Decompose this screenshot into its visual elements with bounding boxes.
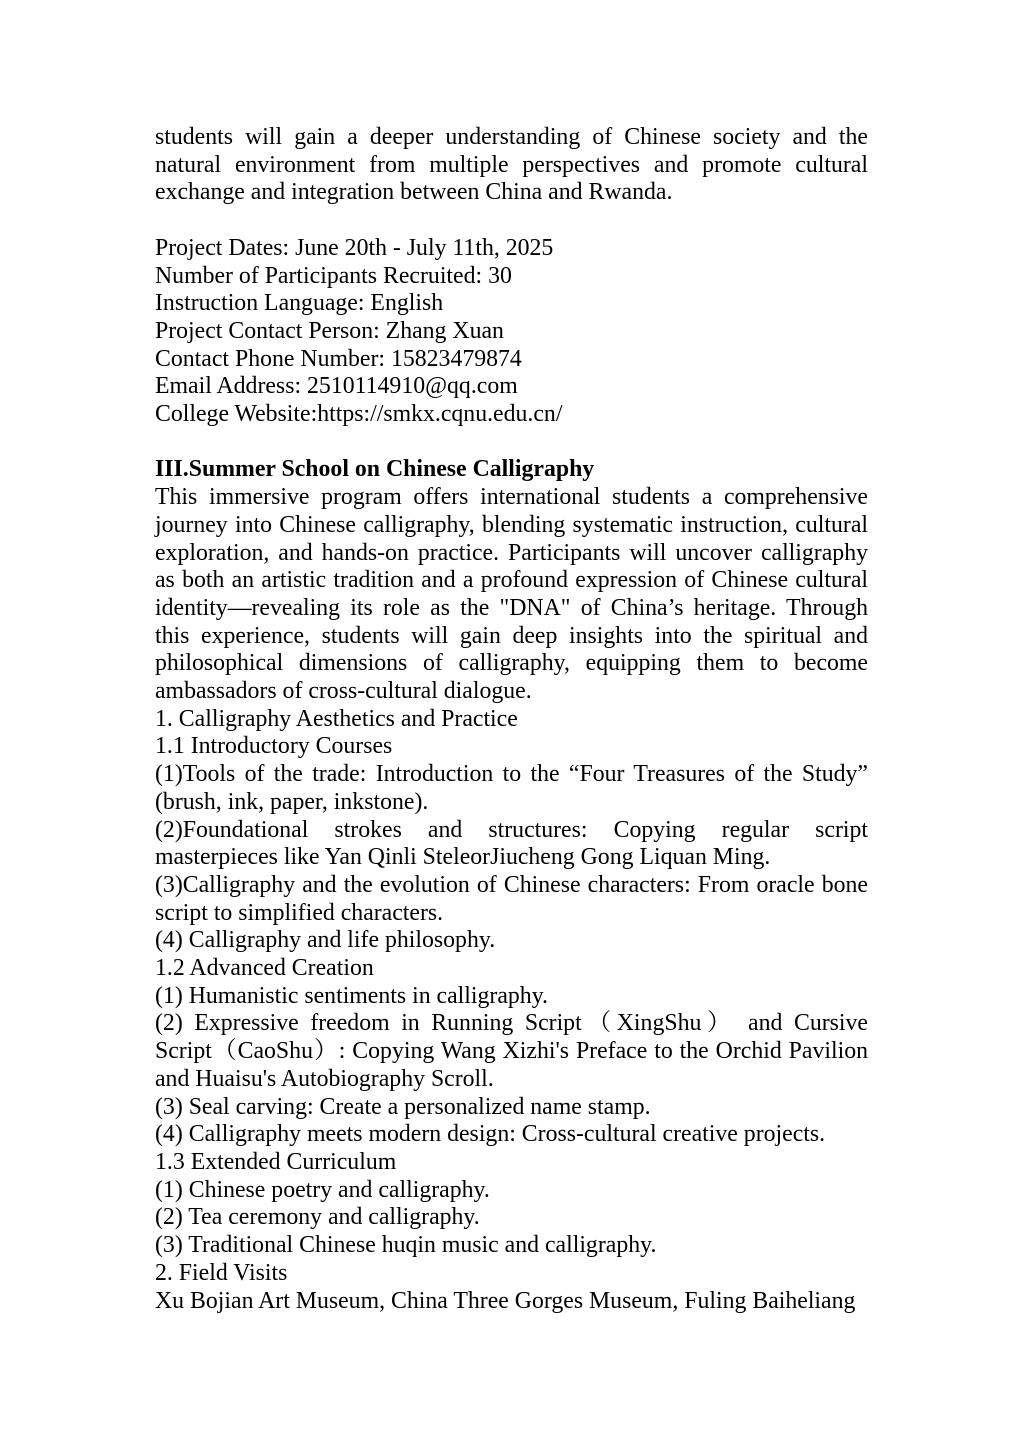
section-paragraph: This immersive program offers international students a comprehensive journey into Chinese calligraphy, blending systematic instruction, cultural exploration, and hands-on practice. Participants will uncover calligraphy as both an artistic tradition and a profound expression of Chinese cultural identity—revealing its role as the "DNA" of China’s heritage. Through this experience, students will gain deep insights into the spiritual and philosophical dimensions of calligraphy, equipping them to become ambassadors of cross-cultural dialogue. (155, 484, 868, 705)
intro-paragraph: students will gain a deeper understanding of Chinese society and the natural environment from multiple perspectives and promote cultural exchange and integration between China and Rwanda. (155, 124, 868, 206)
info-line-participants: Number of Participants Recruited: 30 (155, 262, 512, 289)
outline-item: 1.3 Extended Curriculum (155, 1148, 397, 1175)
outline-item: 2. Field Visits (155, 1259, 288, 1286)
blank-line (155, 429, 868, 457)
outline-item: (1) Humanistic sentiments in calligraphy. (155, 982, 548, 1009)
outline-item: (3) Traditional Chinese huqin music and calligraphy. (155, 1232, 657, 1259)
outline-item: 1.2 Advanced Creation (155, 955, 374, 982)
info-line-project-dates: Project Dates: June 20th - July 11th, 2025 (155, 234, 554, 261)
outline-item: 1.1 Introductory Courses (155, 733, 393, 760)
outline-item: (1)Tools of the trade: Introduction to the “Four Treasures of the Study” (brush, ink, paper, inkstone). (155, 761, 868, 815)
outline-item: 1. Calligraphy Aesthetics and Practice (155, 705, 518, 732)
section-heading: III.Summer School on Chinese Calligraphy (155, 456, 595, 483)
outline-item: (1) Chinese poetry and calligraphy. (155, 1176, 490, 1203)
document-content (155, 124, 868, 1315)
outline-item: (3) Seal carving: Create a personalized name stamp. (155, 1093, 651, 1120)
outline-item: (2) Tea ceremony and calligraphy. (155, 1204, 480, 1231)
info-line-contact-person: Project Contact Person: Zhang Xuan (155, 317, 504, 344)
outline-item: (4) Calligraphy and life philosophy. (155, 927, 496, 954)
blank-line (155, 207, 868, 235)
info-line-phone: Contact Phone Number: 15823479874 (155, 345, 522, 372)
outline-item: (2) Expressive freedom in Running Script（XingShu） and Cursive Script（CaoShu）: Copying Wang Xizhi's Preface to the Orchid Pavilion and Huaisu's Autobiography Scroll. (155, 1010, 868, 1092)
info-line-email: Email Address: 2510114910@qq.com (155, 373, 518, 400)
outline-item: (2)Foundational strokes and structures: Copying regular script masterpieces like Yan Qinli SteleorJiucheng Gong Liquan Ming. (155, 816, 868, 871)
info-line-language: Instruction Language: English (155, 290, 444, 317)
outline-item: Xu Bojian Art Museum, China Three Gorges Museum, Fuling Baiheliang (155, 1287, 856, 1314)
info-line-website: College Website:https://smkx.cqnu.edu.cn/ (155, 401, 563, 428)
outline-item: (3)Calligraphy and the evolution of Chinese characters: From oracle bone script to simplified characters. (155, 871, 868, 926)
outline-item: (4) Calligraphy meets modern design: Cross-cultural creative projects. (155, 1121, 826, 1148)
